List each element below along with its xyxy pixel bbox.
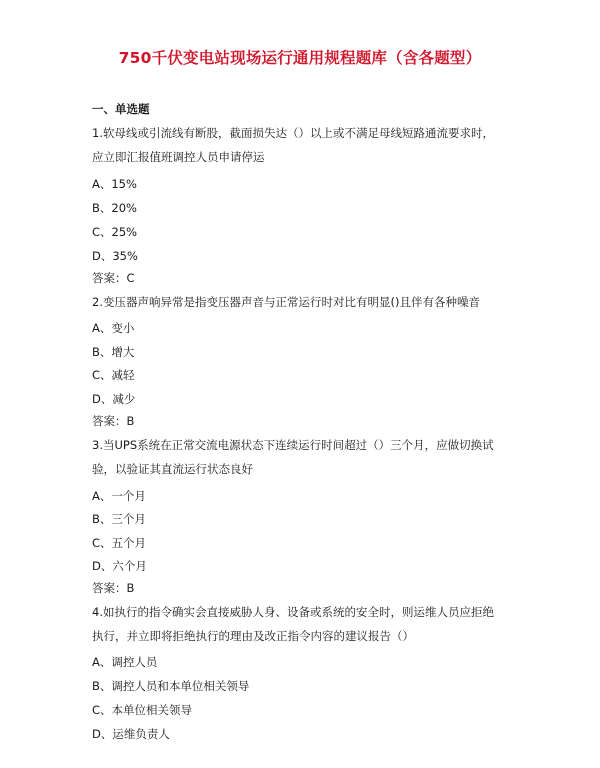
answer-value: B	[126, 581, 135, 595]
answer-value: B	[126, 414, 135, 428]
answer-label: 答案：	[92, 271, 127, 285]
section-heading: 一、单选题	[92, 102, 150, 116]
question-3-stem-line-2: 验，以验证其直流运行状态良好	[92, 462, 253, 476]
question-1-option-a: A、15%	[92, 177, 137, 191]
answer-label: 答案：	[92, 581, 127, 595]
question-3-option-a: A、一个月	[92, 489, 146, 503]
question-2-option-a: A、变小	[92, 321, 135, 335]
question-4-stem-line-2: 执行，并立即将拒绝执行的理由及改正指令内容的建议报告（）	[92, 629, 414, 643]
question-4-option-d: D、运维负责人	[92, 727, 170, 741]
question-3-option-b: B、三个月	[92, 512, 146, 526]
question-1-stem-line-1: 1.软母线或引流线有断股，截面损失达（）以上或不满足母线短路通流要求时，	[92, 126, 494, 140]
question-1-stem-line-2: 应立即汇报值班调控人员申请停运	[92, 150, 265, 164]
question-2-answer	[92, 413, 134, 429]
question-3-option-c: C、五个月	[92, 536, 147, 550]
question-2-stem-line-1: 2.变压器声响异常是指变压器声音与正常运行时对比有明显()且伴有各种噪音	[92, 295, 480, 309]
question-1-option-c: C、25%	[92, 225, 138, 239]
question-4-option-b: B、调控人员和本单位相关领导	[92, 679, 250, 693]
question-2-option-b: B、增大	[92, 345, 135, 359]
question-1-option-b: B、20%	[92, 201, 137, 215]
question-3-answer	[92, 580, 134, 596]
question-3-stem-line-1: 3.当UPS系统在正常交流电源状态下连续运行时间超过（）三个月，应做切换试	[92, 438, 494, 452]
question-3-option-d: D、六个月	[92, 559, 147, 573]
question-4-stem-line-1: 4.如执行的指令确实会直接威胁人身、设备或系统的安全时，则运维人员应拒绝	[92, 605, 494, 619]
answer-label: 答案：	[92, 414, 127, 428]
question-2-option-c: C、减轻	[92, 368, 135, 382]
question-2-option-d: D、减少	[92, 392, 136, 406]
answer-value: C	[126, 271, 135, 285]
question-1-option-d: D、35%	[92, 249, 138, 263]
question-4-option-c: C、本单位相关领导	[92, 703, 193, 717]
question-1-answer	[92, 270, 135, 286]
document-title: 750千伏变电站现场运行通用规程题库（含各题型）	[118, 49, 482, 67]
question-4-option-a: A、调控人员	[92, 655, 158, 669]
